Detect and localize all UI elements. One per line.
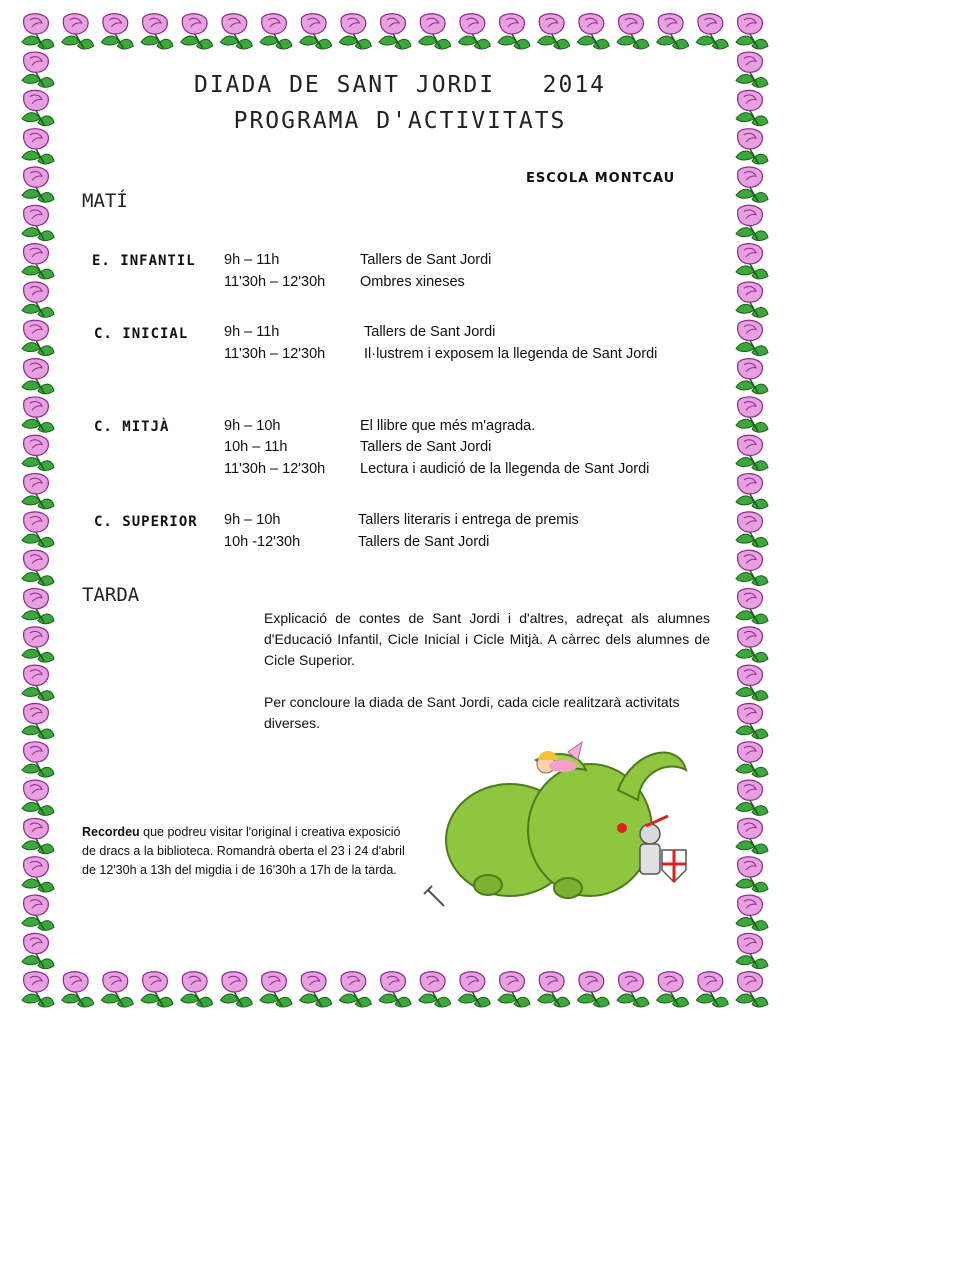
cycle-mitja: C. MITJÀ	[94, 419, 170, 435]
school-name: ESCOLA MONTCAU	[526, 171, 676, 186]
time-slot: 10h -12'30h	[224, 534, 301, 550]
cycle-superior: C. SUPERIOR	[94, 514, 198, 530]
sword-icon	[424, 886, 444, 906]
activity: Tallers de Sant Jordi	[360, 252, 492, 268]
activity: El llibre que més m'agrada.	[360, 418, 536, 434]
reminder-text: que podreu visitar l'original i creativa exposició de dracs a la biblioteca. Romandrà oberta el 23 i 24 d'abril de 12'30h a 13h del migdia i de 16'30h a 17h de la tarda.	[82, 825, 405, 877]
dragon-illustration	[418, 730, 738, 930]
activity: Tallers de Sant Jordi	[364, 324, 496, 340]
time-slot: 9h – 10h	[224, 512, 281, 528]
time-slot: 11'30h – 12'30h	[224, 346, 326, 362]
reminder-bold: Recordeu	[82, 825, 140, 839]
reminder-note	[82, 823, 414, 880]
time-slot: 9h – 11h	[224, 252, 280, 268]
activity: Lectura i audició de la llegenda de Sant Jordi	[360, 461, 650, 477]
activity: Tallers literaris i entrega de premis	[358, 512, 579, 528]
time-slot: 9h – 11h	[224, 324, 280, 340]
time-slot: 9h – 10h	[224, 418, 281, 434]
cycle-inicial: C. INICIAL	[94, 326, 189, 342]
afternoon-heading: TARDA	[82, 584, 140, 606]
afternoon-paragraph: Explicació de contes de Sant Jordi i d'altres, adreçat als alumnes d'Educació Infantil, Cicle Inicial i Cicle Mitjà. A càrrec dels alumnes de Cicle Superior.	[264, 610, 710, 668]
activity: Tallers de Sant Jordi	[360, 439, 492, 455]
time-slot: 11'30h – 12'30h	[224, 461, 326, 477]
morning-heading: MATÍ	[82, 190, 128, 212]
activity: Ombres xineses	[360, 274, 465, 290]
time-slot: 11'30h – 12'30h	[224, 274, 326, 290]
cycle-infantil: E. INFANTIL	[92, 253, 196, 269]
closing-paragraph: Per concloure la diada de Sant Jordi, cada cicle realitzarà activitats diverses.	[264, 694, 680, 731]
time-slot: 10h – 11h	[224, 439, 288, 455]
activity: Tallers de Sant Jordi	[358, 534, 490, 550]
activity: Il·lustrem i exposem la llegenda de Sant Jordi	[364, 346, 658, 362]
page-subtitle: PROGRAMA D'ACTIVITATS	[233, 108, 567, 134]
page-title: DIADA DE SANT JORDI 2014	[193, 72, 607, 98]
